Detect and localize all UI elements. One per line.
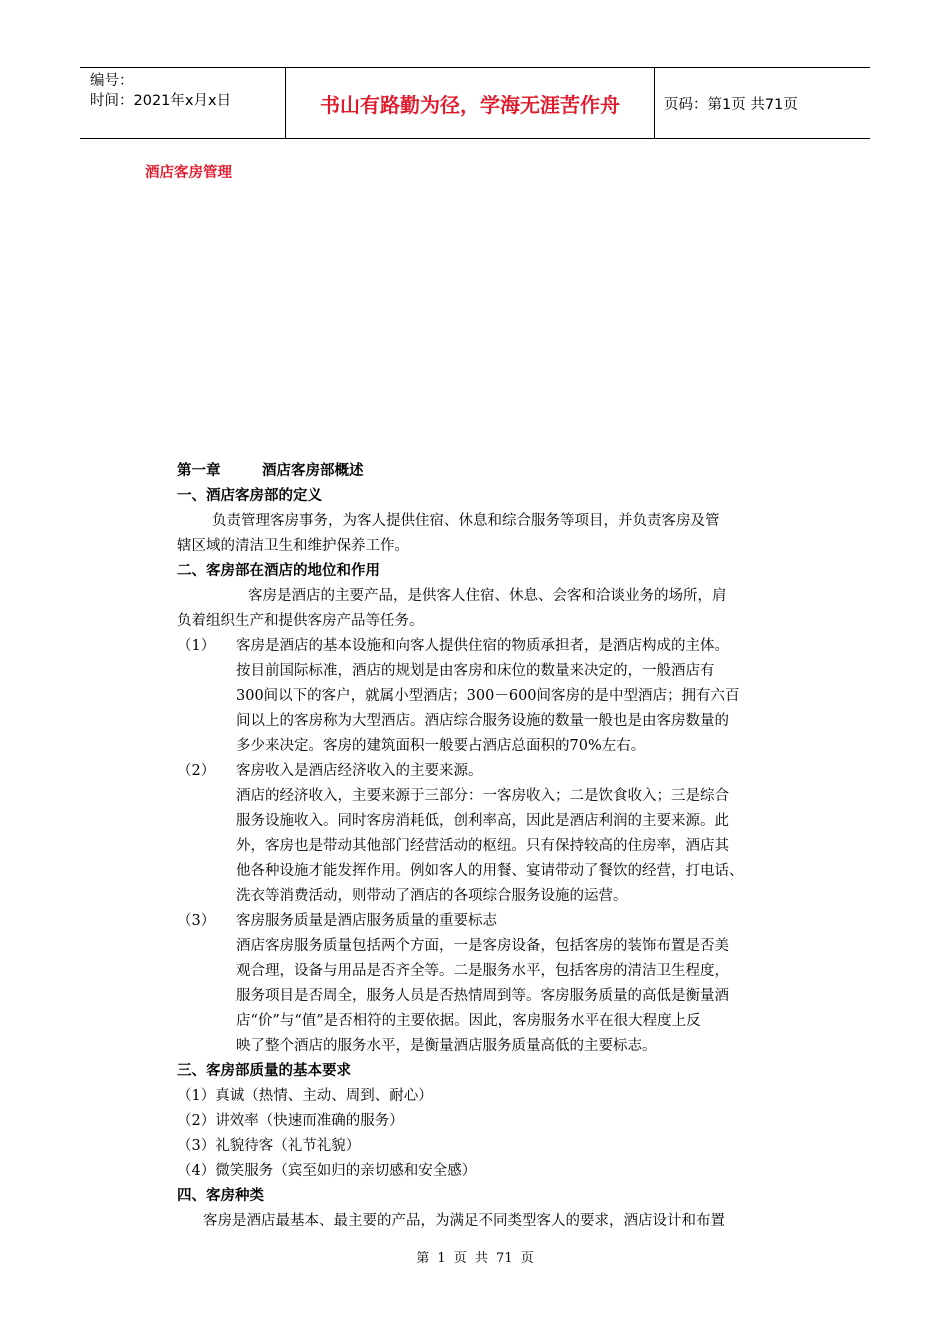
- list-item: （2）讲效率（快速而准确的服务）: [177, 1113, 404, 1129]
- paragraph-line: 客房是酒店的主要产品，是供客人住宿、休息、会客和洽谈业务的场所，肩: [248, 588, 727, 604]
- paragraph-line: 辖区域的清洁卫生和维护保养工作。: [177, 538, 409, 554]
- item-number: （1）: [177, 638, 216, 654]
- paragraph-line: 洗衣等消费活动，则带动了酒店的各项综合服务设施的运营。: [236, 888, 628, 904]
- paragraph-line: 他各种设施才能发挥作用。例如客人的用餐、宴请带动了餐饮的经营，打电话、: [236, 863, 744, 879]
- chapter-title: 酒店客房部概述: [262, 463, 364, 479]
- section-heading: 一、酒店客房部的定义: [177, 488, 322, 504]
- item-number: （3）: [177, 913, 216, 929]
- page-footer: 第 1 页 共 71 页: [416, 1251, 534, 1266]
- list-item: （3）礼貌待客（礼节礼貌）: [177, 1138, 361, 1154]
- paragraph-line: 观合理，设备与用品是否齐全等。二是服务水平，包括客房的清洁卫生程度，: [236, 963, 729, 979]
- list-item: （4）微笑服务（宾至如归的亲切感和安全感）: [177, 1163, 477, 1179]
- section-heading: 三、客房部质量的基本要求: [177, 1063, 351, 1079]
- header-motto: 书山有路勤为径，学海无涯苦作舟: [320, 92, 620, 117]
- date-label: 时间：2021年x月x日: [90, 93, 232, 109]
- paragraph-line: 服务设施收入。同时客房消耗低，创利率高，因此是酒店利润的主要来源。此: [236, 813, 729, 829]
- item-title: 客房收入是酒店经济收入的主要来源。: [236, 763, 483, 779]
- item-title: 客房服务质量是酒店服务质量的重要标志: [236, 913, 497, 929]
- item-number: （2）: [177, 763, 216, 779]
- paragraph-line: 映了整个酒店的服务水平，是衡量酒店服务质量高低的主要标志。: [236, 1038, 657, 1054]
- paragraph-line: 客房是酒店最基本、最主要的产品，为满足不同类型客人的要求，酒店设计和布置: [203, 1213, 725, 1229]
- paragraph-line: 间以上的客房称为大型酒店。酒店综合服务设施的数量一般也是由客房数量的: [236, 713, 729, 729]
- paragraph-line: 按目前国际标准，酒店的规划是由客房和床位的数量来决定的，一般酒店有: [236, 663, 715, 679]
- section-heading: 四、客房种类: [177, 1188, 264, 1204]
- section-heading: 二、客房部在酒店的地位和作用: [177, 563, 380, 579]
- header-bar: [80, 67, 870, 139]
- paragraph-line: 300间以下的客户，就属小型酒店；300－600间客房的是中型酒店；拥有六百: [236, 688, 740, 704]
- list-item: （1）真诚（热情、主动、周到、耐心）: [177, 1088, 433, 1104]
- paragraph-line: 外，客房也是带动其他部门经营活动的枢纽。只有保持较高的住房率，酒店其: [236, 838, 729, 854]
- paragraph-line: 店“价”与“值”是否相符的主要依据。因此，客房服务水平在很大程度上反: [236, 1013, 701, 1029]
- paragraph-line: 服务项目是否周全，服务人员是否热情周到等。客房服务质量的高低是衡量酒: [236, 988, 729, 1004]
- document-title: 酒店客房管理: [145, 165, 232, 181]
- item-title: 客房是酒店的基本设施和向客人提供住宿的物质承担者，是酒店构成的主体。: [236, 638, 729, 654]
- paragraph-line: 负着组织生产和提供客房产品等任务。: [177, 613, 424, 629]
- chapter-number: 第一章: [177, 463, 221, 479]
- header-meta: [90, 71, 231, 111]
- serial-label: 编号：: [90, 73, 134, 89]
- paragraph-line: 酒店的经济收入，主要来源于三部分：一客房收入；二是饮食收入；三是综合: [236, 788, 729, 804]
- header-page-info: 页码：第1页 共71页: [664, 96, 798, 113]
- paragraph-line: 酒店客房服务质量包括两个方面，一是客房设备，包括客房的装饰布置是否美: [236, 938, 729, 954]
- paragraph-line: 多少来决定。客房的建筑面积一般要占酒店总面积的70%左右。: [236, 738, 646, 754]
- paragraph-line: 负责管理客房事务，为客人提供住宿、休息和综合服务等项目，并负责客房及管: [212, 513, 720, 529]
